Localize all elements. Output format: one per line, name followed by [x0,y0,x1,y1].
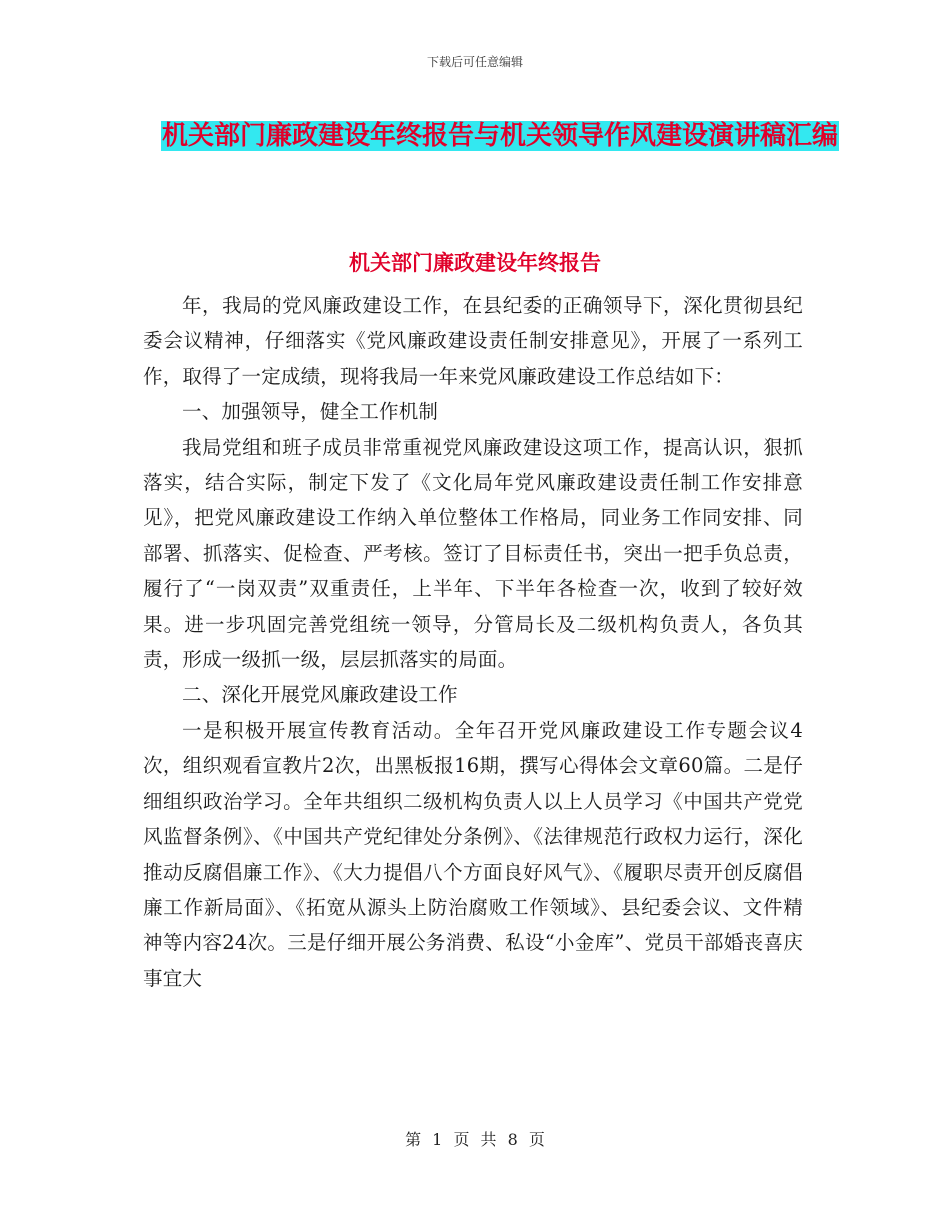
document-title [150,112,850,161]
page-number: 第 1 页 共 8 页 [405,1130,545,1149]
page-header-note: 下载后可任意编辑 [426,55,523,69]
heading-two: 二、深化开展党风廉政建设工作 [182,683,458,707]
document-title-text: 机关部门廉政建设年终报告与机关领导作风建设演讲稿汇编 [161,121,838,151]
paragraph-leadership: 我局党组和班子成员非常重视党风廉政建设这项工作，提高认识，狠抓落实，结合实际，制定下发了《文化局年党风廉政建设责任制工作安排意见》，把党风廉政建设工作纳入单位整体工作格局，同业务工作同安排、同部署、抓落实、促检查、严考核。签订了目标责任书，突出一把手负总责，履行了“一岗双责”双重责任，上半年、下半年各检查一次，收到了较好效果。进一步巩固完善党组统一领导，分管局长及二级机构负责人，各负其责，形成一级抓一级，层层抓落实的局面。 [143,435,803,672]
heading-one: 一、加强领导，健全工作机制 [182,400,439,424]
section-title: 机关部门廉政建设年终报告 [349,250,601,275]
document-body [143,288,803,996]
paragraph-activities: 一是积极开展宣传教育活动。全年召开党风廉政建设工作专题会议4次，组织观看宣教片2次，出黑板报16期，撰写心得体会文章60篇。二是仔细组织政治学习。全年共组织二级机构负责人以上人员学习《中国共产党党风监督条例》、《中国共产党纪律处分条例》、《法律规范行政权力运行，深化推动反腐倡廉工作》、《大力提倡八个方面良好风气》、《履职尽责开创反腐倡廉工作新局面》、《拓宽从源头上防治腐败工作领域》、县纪委会议、文件精神等内容24次。三是仔细开展公务消费、私设“小金库”、党员干部婚丧喜庆事宜大 [143,718,803,990]
paragraph-intro: 年，我局的党风廉政建设工作，在县纪委的正确领导下，深化贯彻县纪委会议精神，仔细落实《党风廉政建设责任制安排意见》，开展了一系列工作，取得了一定成绩，现将我局一年来党风廉政建设工作总结如下： [143,294,803,388]
